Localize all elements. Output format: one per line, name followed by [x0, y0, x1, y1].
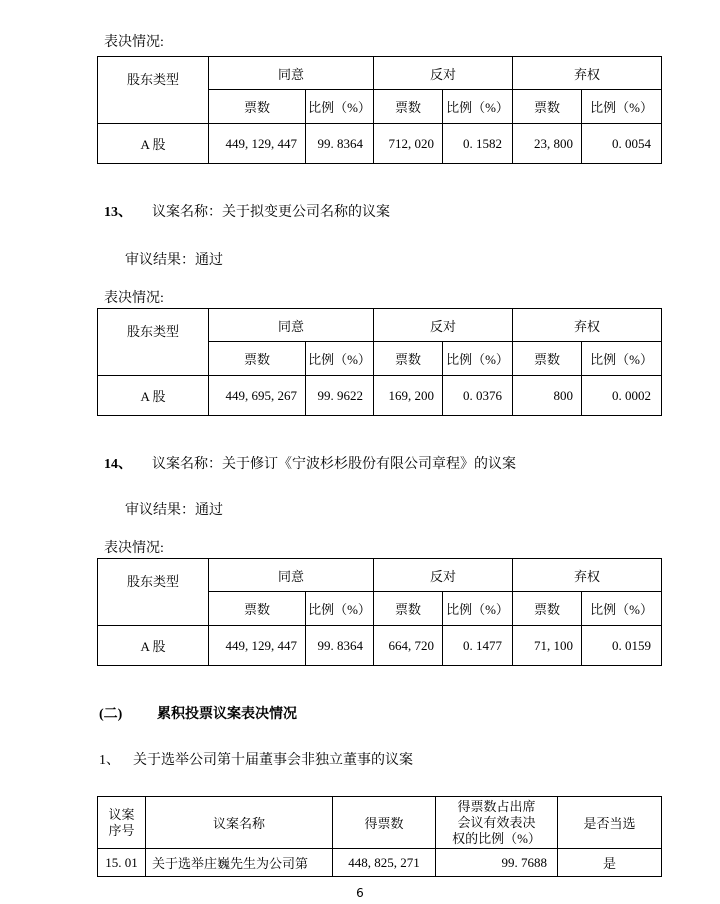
vote-status-label-3: 表决情况:	[104, 541, 164, 556]
header-agree: 同意	[209, 559, 374, 592]
proposal-13-number: 13、	[104, 205, 132, 220]
header-ratio: 比例（%）	[443, 90, 513, 124]
proposal-13-title	[104, 204, 661, 222]
cell-oppose-ratio: 0. 1477	[443, 626, 513, 666]
header-votes: 票数	[209, 592, 306, 626]
cell-agree-ratio: 99. 8364	[306, 626, 374, 666]
cell-abstain-ratio: 0. 0054	[582, 124, 662, 164]
header-votes: 票数	[513, 592, 582, 626]
header-oppose: 反对	[374, 57, 513, 90]
table-row	[98, 124, 662, 164]
header-ratio: 比例（%）	[582, 342, 662, 376]
cell-shareholder-type: A 股	[98, 626, 209, 666]
header-votes: 票数	[374, 90, 443, 124]
header-agree: 同意	[209, 309, 374, 342]
header-votes-ratio: 得票数占出席 会议有效表决 权的比例（%）	[436, 797, 558, 849]
header-votes-obtained: 得票数	[333, 797, 436, 849]
cell-abstain-ratio: 0. 0002	[582, 376, 662, 416]
table-row	[98, 626, 662, 666]
page-number: 6	[356, 886, 364, 900]
cell-agree-votes: 449, 695, 267	[209, 376, 306, 416]
cell-abstain-votes: 71, 100	[513, 626, 582, 666]
header-abstain: 弃权	[513, 309, 662, 342]
cell-abstain-votes: 800	[513, 376, 582, 416]
header-ratio: 比例（%）	[306, 90, 374, 124]
header-elected: 是否当选	[558, 797, 662, 849]
cell-agree-votes: 449, 129, 447	[209, 626, 306, 666]
cell-oppose-votes: 664, 720	[374, 626, 443, 666]
header-votes: 票数	[513, 342, 582, 376]
cumulative-proposal-1	[99, 752, 661, 770]
cell-shareholder-type: A 股	[98, 376, 209, 416]
header-ratio: 比例（%）	[443, 592, 513, 626]
header-abstain: 弃权	[513, 559, 662, 592]
review-result-13: 审议结果：通过	[125, 253, 223, 268]
header-proposal-name: 议案名称	[146, 797, 333, 849]
cell-proposal-seq: 15. 01	[98, 849, 146, 877]
section-2-number: (二)	[99, 707, 123, 722]
cell-abstain-ratio: 0. 0159	[582, 626, 662, 666]
cell-oppose-votes: 169, 200	[374, 376, 443, 416]
header-shareholder-type: 股东类型	[98, 309, 209, 376]
proposal-14-number: 14、	[104, 457, 132, 472]
header-proposal-seq: 议案 序号	[98, 797, 146, 849]
cell-abstain-votes: 23, 800	[513, 124, 582, 164]
section-2-heading	[99, 706, 661, 724]
cumulative-proposal-1-number: 1、	[99, 753, 120, 768]
header-votes: 票数	[513, 90, 582, 124]
header-agree: 同意	[209, 57, 374, 90]
cell-oppose-votes: 712, 020	[374, 124, 443, 164]
vote-status-label-1: 表决情况:	[104, 35, 164, 50]
header-ratio: 比例（%）	[306, 342, 374, 376]
header-shareholder-type: 股东类型	[98, 559, 209, 626]
cell-proposal-name: 关于选举庄巍先生为公司第	[146, 849, 333, 877]
cell-elected: 是	[558, 849, 662, 877]
review-result-14: 审议结果：通过	[125, 503, 223, 518]
vote-table-proposal-12	[97, 56, 662, 164]
vote-table-proposal-14	[97, 558, 662, 666]
header-ratio: 比例（%）	[582, 90, 662, 124]
cell-shareholder-type: A 股	[98, 124, 209, 164]
header-shareholder-type: 股东类型	[98, 57, 209, 124]
proposal-14-title	[104, 456, 661, 474]
vote-status-label-2: 表决情况:	[104, 291, 164, 306]
header-oppose: 反对	[374, 559, 513, 592]
header-votes: 票数	[374, 592, 443, 626]
cumulative-vote-table	[97, 796, 662, 877]
header-votes: 票数	[209, 342, 306, 376]
table-row	[98, 849, 662, 877]
proposal-13-text: 议案名称：关于拟变更公司名称的议案	[152, 205, 390, 220]
header-votes: 票数	[209, 90, 306, 124]
cell-agree-ratio: 99. 9622	[306, 376, 374, 416]
header-ratio: 比例（%）	[443, 342, 513, 376]
header-ratio: 比例（%）	[582, 592, 662, 626]
cell-oppose-ratio: 0. 1582	[443, 124, 513, 164]
header-abstain: 弃权	[513, 57, 662, 90]
cell-agree-votes: 449, 129, 447	[209, 124, 306, 164]
header-votes: 票数	[374, 342, 443, 376]
cell-agree-ratio: 99. 8364	[306, 124, 374, 164]
cell-votes-ratio: 99. 7688	[436, 849, 558, 877]
section-2-title: 累积投票议案表决情况	[157, 707, 297, 722]
proposal-14-text: 议案名称：关于修订《宁波杉杉股份有限公司章程》的议案	[152, 457, 516, 472]
cell-oppose-ratio: 0. 0376	[443, 376, 513, 416]
header-ratio: 比例（%）	[306, 592, 374, 626]
cumulative-proposal-1-title: 关于选举公司第十届董事会非独立董事的议案	[133, 753, 413, 768]
vote-table-proposal-13	[97, 308, 662, 416]
cell-votes-obtained: 448, 825, 271	[333, 849, 436, 877]
header-oppose: 反对	[374, 309, 513, 342]
table-row	[98, 376, 662, 416]
